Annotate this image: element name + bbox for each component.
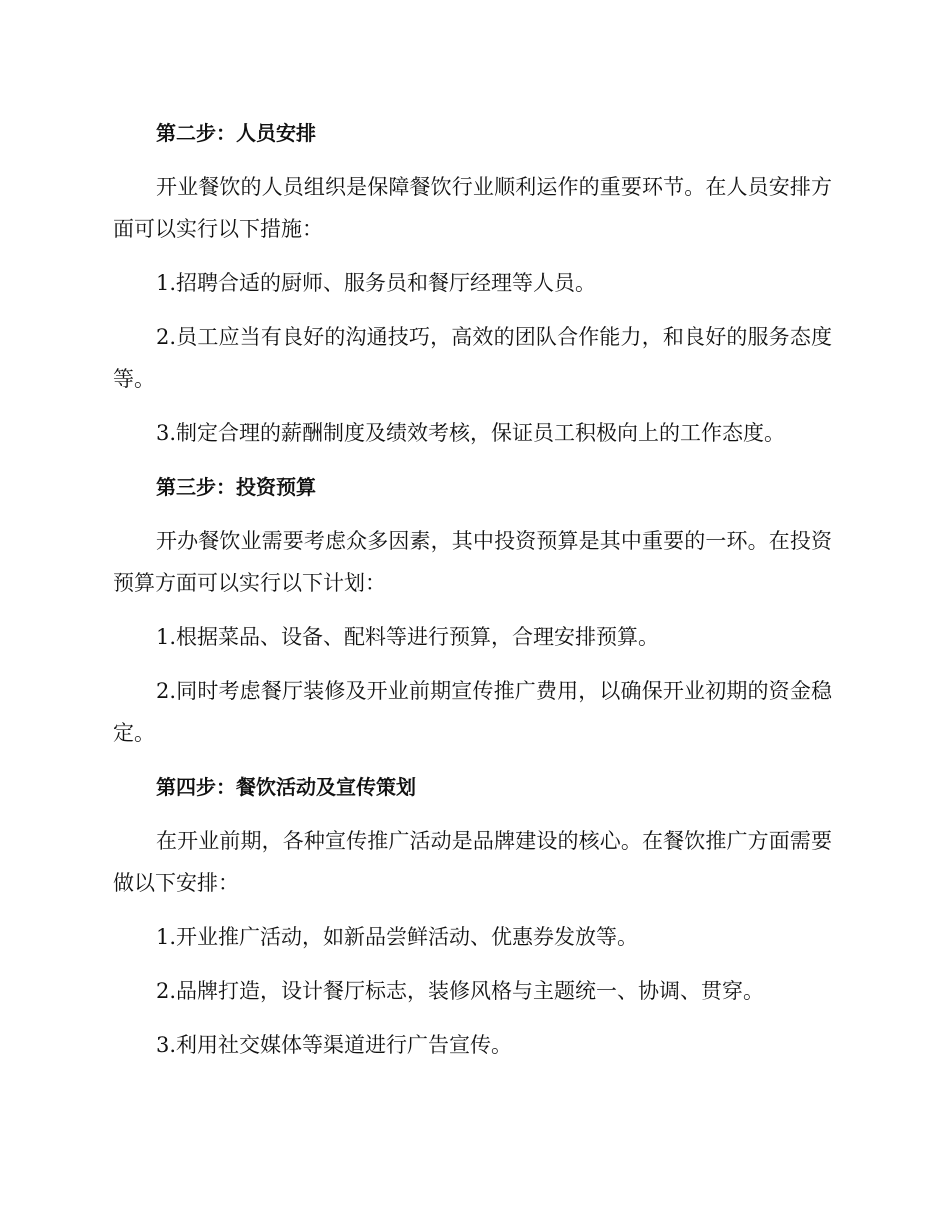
list-item: 3.利用社交媒体等渠道进行广告宣传。 [156, 1033, 513, 1057]
section-promotion [113, 766, 832, 1066]
section-heading: 第四步：餐饮活动及宣传策划 [156, 775, 416, 799]
section-intro: 开办餐饮业需要考虑众多因素，其中投资预算是其中重要的一环。在投资预算方面可以实行以下计划： [113, 529, 832, 595]
list-item: 1.开业推广活动，如新品尝鲜活动、优惠券发放等。 [156, 925, 639, 949]
section-heading: 第二步：人员安排 [156, 121, 316, 145]
section-heading: 第三步：投资预算 [156, 475, 316, 499]
list-item: 2.同时考虑餐厅装修及开业前期宣传推广费用，以确保开业初期的资金稳定。 [113, 679, 832, 745]
list-item: 2.品牌打造，设计餐厅标志，装修风格与主题统一、协调、贯穿。 [156, 979, 765, 1003]
list-item: 2.员工应当有良好的沟通技巧，高效的团队合作能力，和良好的服务态度等。 [113, 325, 832, 391]
list-item: 1.招聘合适的厨师、服务员和餐厅经理等人员。 [156, 271, 597, 295]
section-intro: 开业餐饮的人员组织是保障餐饮行业顺利运作的重要环节。在人员安排方面可以实行以下措施： [113, 175, 832, 241]
list-item: 3.制定合理的薪酬制度及绩效考核，保证员工积极向上的工作态度。 [156, 421, 786, 445]
section-intro: 在开业前期，各种宣传推广活动是品牌建设的核心。在餐饮推广方面需要做以下安排： [113, 829, 832, 895]
list-item: 1.根据菜品、设备、配料等进行预算，合理安排预算。 [156, 625, 660, 649]
section-staffing [113, 112, 832, 454]
section-budget [113, 466, 832, 754]
